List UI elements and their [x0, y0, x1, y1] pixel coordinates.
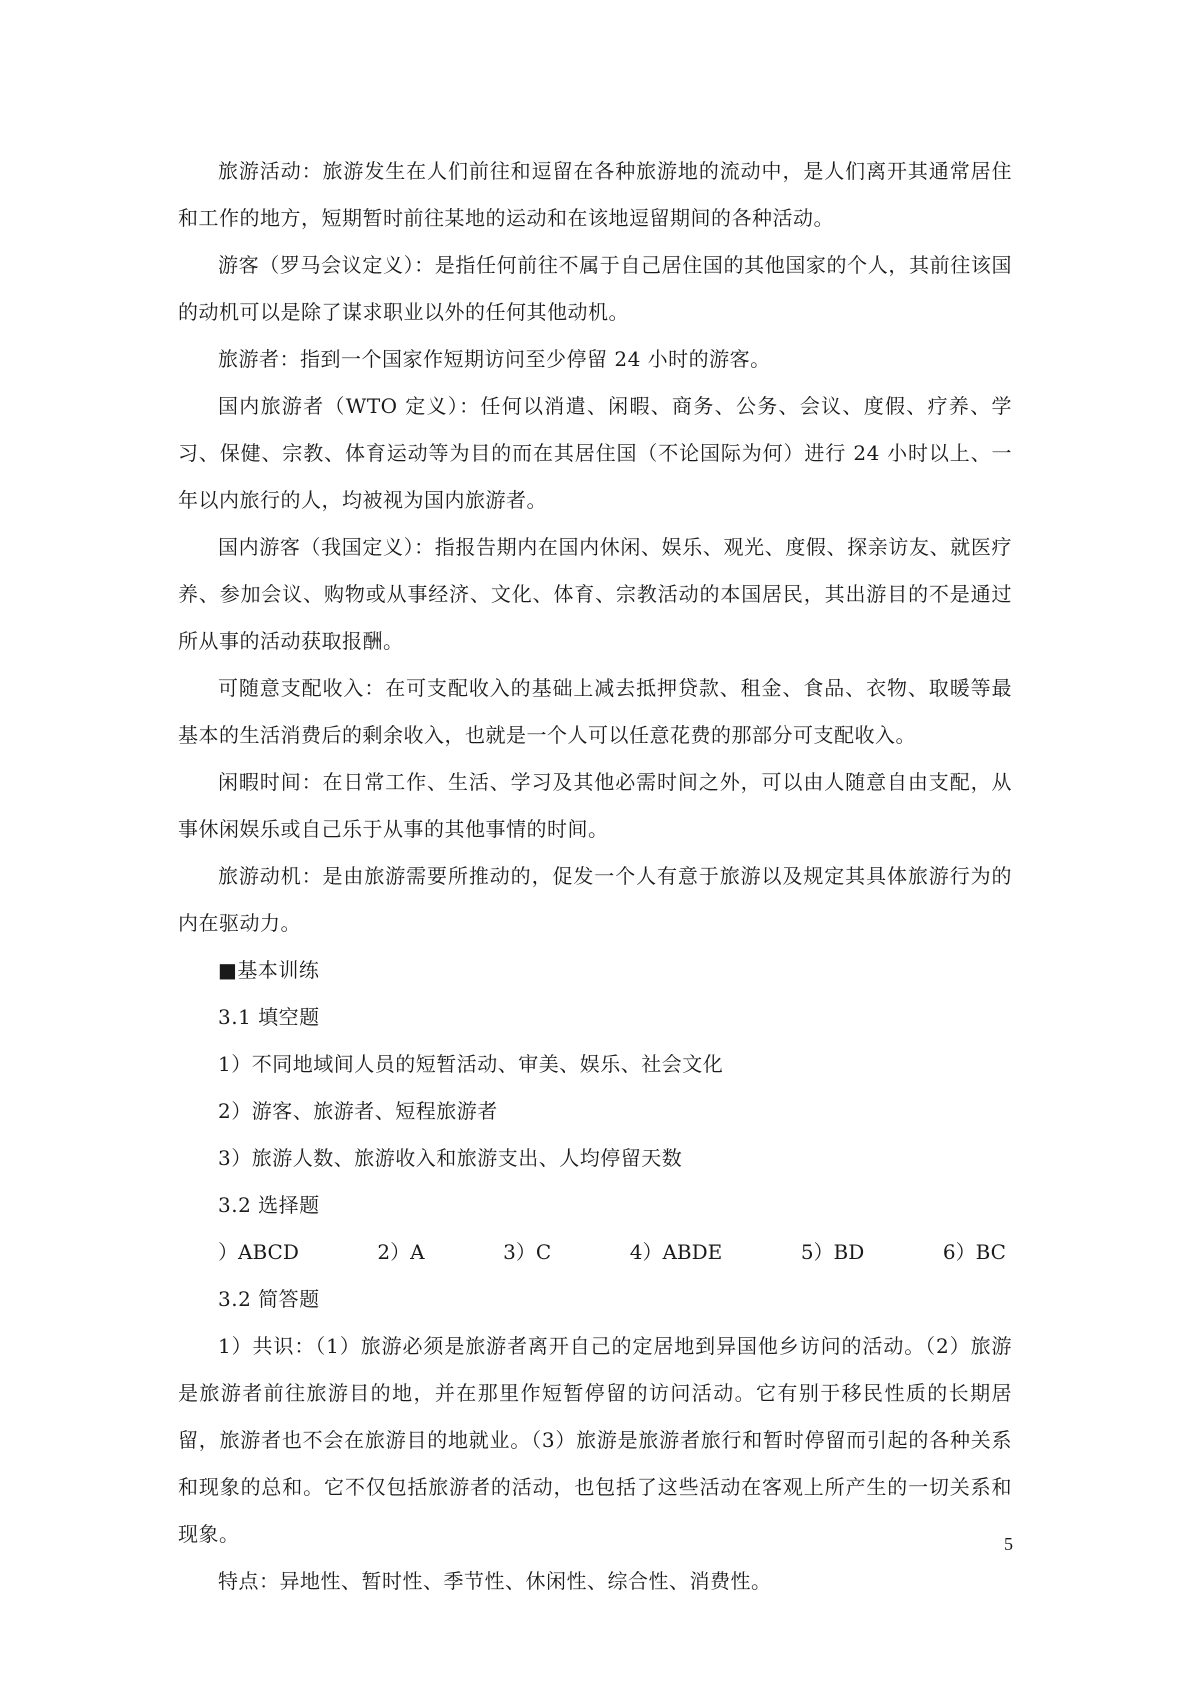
definition-tourism-activity: 旅游活动：旅游发生在人们前往和逗留在各种旅游地的流动中，是人们离开其通常居住和工作的地方，短期暂时前往某地的运动和在该地逗留期间的各种活动。: [178, 159, 1012, 230]
fill-blank-answer: 1）不同地域间人员的短暂活动、审美、娱乐、社会文化: [218, 1052, 724, 1076]
short-answer-features: 特点：异地性、暂时性、季节性、休闲性、综合性、消费性。: [218, 1569, 772, 1593]
definition-discretionary-income: 可随意支配收入：在可支配收入的基础上减去抵押贷款、租金、食品、衣物、取暖等最基本的生活消费后的剩余收入，也就是一个人可以任意花费的那部分可支配收入。: [178, 676, 1012, 747]
definition-domestic-tourist-wto: 国内旅游者（WTO 定义）：任何以消遣、闲暇、商务、公务、会议、度假、疗养、学习、保健、宗教、体育运动等为目的而在其居住国（不论国际为何）进行 24 小时以上、一年以内旅行的人，均被视为国内旅游者。: [178, 394, 1012, 512]
short-answer-1: 1）共识：（1）旅游必须是旅游者离开自己的定居地到异国他乡访问的活动。（2）旅游是旅游者前往旅游目的地，并在那里作短暂停留的访问活动。它有别于移民性质的长期居留，旅游者也不会在旅游目的地就业。（3）旅游是旅游者旅行和暂时停留而引起的各种关系和现象的总和。它不仅包括旅游者的活动，也包括了这些活动在客观上所产生的一切关系和现象。: [178, 1334, 1012, 1546]
choice-answer: 4）ABDE: [629, 1240, 723, 1264]
definition-visitor-rome: 游客（罗马会议定义）：是指任何前往不属于自己居住国的其他国家的个人，其前往该国的动机可以是除了谋求职业以外的任何其他动机。: [178, 253, 1012, 324]
definition-tourist: 旅游者：指到一个国家作短期访问至少停留 24 小时的游客。: [218, 347, 771, 371]
page-number: 5: [1004, 1534, 1013, 1554]
definition-leisure-time: 闲暇时间：在日常工作、生活、学习及其他必需时间之外，可以由人随意自由支配，从事休闲娱乐或自己乐于从事的其他事情的时间。: [178, 770, 1012, 841]
fill-blank-heading: 3.1 填空题: [218, 1005, 320, 1029]
short-answer-heading: 3.2 简答题: [218, 1287, 320, 1311]
choice-answer: 3）C: [503, 1240, 552, 1264]
fill-blank-answer: 3）旅游人数、旅游收入和旅游支出、人均停留天数: [218, 1146, 683, 1170]
choice-answer: ）ABCD: [218, 1240, 299, 1264]
definition-travel-motivation: 旅游动机：是由旅游需要所推动的，促发一个人有意于旅游以及规定其具体旅游行为的内在驱动力。: [178, 864, 1012, 935]
document-body: [178, 148, 1012, 1605]
multiple-choice-answers: [178, 1229, 1012, 1276]
choice-answer: 6）BC: [942, 1240, 1006, 1264]
multiple-choice-heading: 3.2 选择题: [218, 1193, 320, 1217]
choice-answer: 5）BD: [800, 1240, 865, 1264]
definition-domestic-visitor-china: 国内游客（我国定义）：指报告期内在国内休闲、娱乐、观光、度假、探亲访友、就医疗养、参加会议、购物或从事经济、文化、体育、宗教活动的本国居民，其出游目的不是通过所从事的活动获取报酬。: [178, 535, 1012, 653]
section-heading-basic-training: ■基本训练: [218, 958, 320, 982]
fill-blank-answer: 2）游客、旅游者、短程旅游者: [218, 1099, 498, 1123]
choice-answer: 2）A: [377, 1240, 425, 1264]
